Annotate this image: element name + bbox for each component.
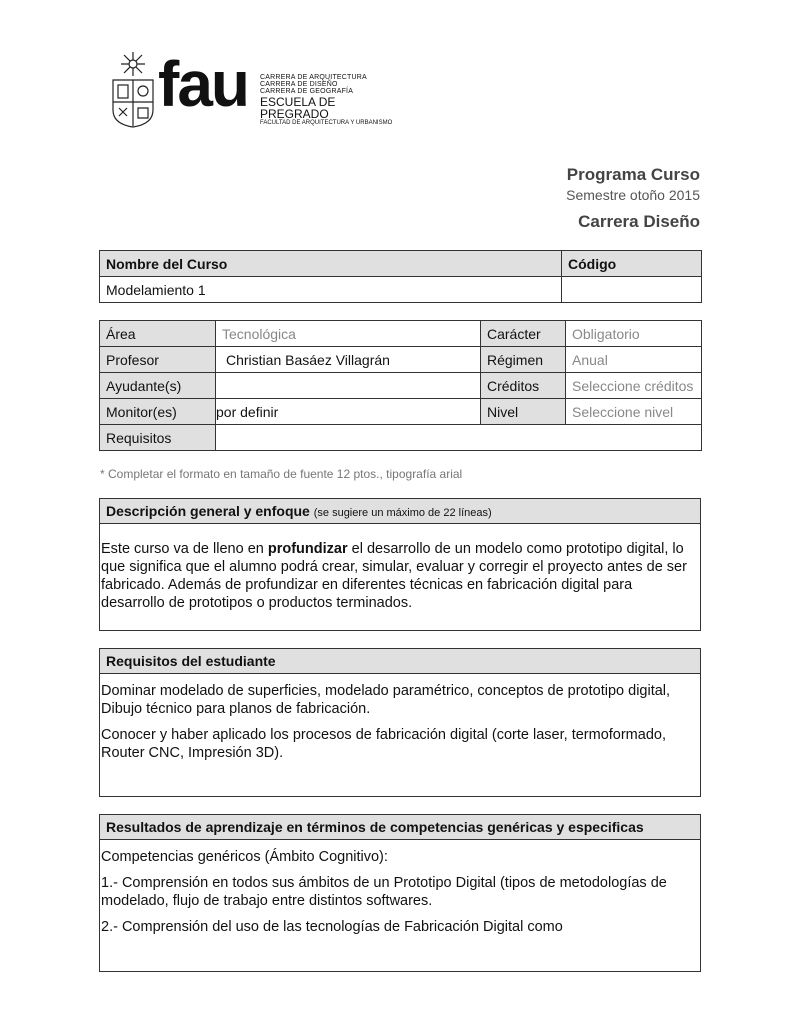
- student-requirements-body[interactable]: [100, 674, 700, 762]
- course-code-header: Código: [562, 251, 702, 277]
- description-hint: (se sugiere un máximo de 22 líneas): [313, 507, 492, 519]
- program-title: Programa Curso: [566, 165, 700, 184]
- logo-line: CARRERA DE GEOGRAFÍA: [260, 88, 354, 95]
- outcome-paragraph: 1.- Comprensión en todos sus ámbitos de un Prototipo Digital (tipos de metodologías de modelado, flujo de trabajo entre distintos softwares.: [101, 875, 667, 909]
- learning-outcomes-section: [99, 814, 701, 972]
- area-field[interactable]: Tecnológica: [216, 321, 481, 347]
- requirement-paragraph: Conocer y haber aplicado los procesos de fabricación digital (corte laser, termoformado, Router CNC, Impresión 3D).: [101, 727, 666, 761]
- nivel-label: Nivel: [481, 399, 566, 425]
- university-crest-icon: [110, 50, 156, 128]
- creditos-field[interactable]: Seleccione créditos: [566, 373, 702, 399]
- learning-outcomes-body[interactable]: [100, 840, 700, 936]
- requisitos-field[interactable]: [216, 425, 702, 451]
- student-requirements-section: [99, 648, 701, 797]
- creditos-label: Créditos: [481, 373, 566, 399]
- requisitos-label: Requisitos: [100, 425, 216, 451]
- regimen-field[interactable]: Anual: [566, 347, 702, 373]
- logo-text: [260, 74, 400, 126]
- course-name-header: Nombre del Curso: [100, 251, 562, 277]
- description-text: Este curso va de lleno en: [101, 541, 268, 557]
- description-body[interactable]: [100, 524, 700, 612]
- course-code-field[interactable]: [562, 277, 702, 303]
- logo-line: FACULTAD DE ARQUITECTURA Y URBANISMO: [260, 120, 393, 126]
- caracter-label: Carácter: [481, 321, 566, 347]
- ayudante-label: Ayudante(s): [100, 373, 216, 399]
- career-label: Carrera Diseño: [578, 212, 700, 231]
- description-title: Descripción general y enfoque: [106, 503, 310, 519]
- monitor-field[interactable]: por definir: [216, 399, 481, 425]
- fau-logo: [110, 50, 400, 130]
- learning-outcomes-header: Resultados de aprendizaje en términos de competencias genéricas y especificas: [100, 815, 700, 840]
- course-details-table: [99, 320, 702, 451]
- outcome-paragraph: 2.- Comprensión del uso de las tecnologías de Fabricación Digital como: [101, 919, 563, 935]
- ayudante-field[interactable]: [216, 373, 481, 399]
- fau-wordmark: fau: [158, 48, 248, 120]
- description-header: [100, 499, 700, 524]
- description-text-rest: el desarrollo de un modelo como prototipo digital, lo que significa que el alumno podrá crear, simular, evaluar y corregir el proyecto antes de ser fabricado. Además de profundizar en diferentes técnicas en fabricación digital para desarrollo de prototipos o productos terminados.: [101, 541, 687, 611]
- description-bold-word: profundizar: [267, 541, 348, 557]
- profesor-field[interactable]: Christian Basáez Villagrán: [216, 347, 481, 373]
- description-section: [99, 498, 701, 631]
- monitor-label: Monitor(es): [100, 399, 216, 425]
- logo-line: ESCUELA DE PREGRADO: [260, 95, 336, 121]
- logo-line: CARRERA DE ARQUITECTURA: [260, 74, 367, 81]
- regimen-label: Régimen: [481, 347, 566, 373]
- logo-line: CARRERA DE DISEÑO: [260, 81, 338, 88]
- requirement-paragraph: Dominar modelado de superficies, modelado paramétrico, conceptos de prototipo digital, Dibujo técnico para planos de fabricación.: [101, 683, 671, 717]
- caracter-field[interactable]: Obligatorio: [566, 321, 702, 347]
- semester-label: Semestre otoño 2015: [566, 187, 700, 203]
- nivel-field[interactable]: Seleccione nivel: [566, 399, 702, 425]
- area-label: Área: [100, 321, 216, 347]
- profesor-label: Profesor: [100, 347, 216, 373]
- format-note: * Completar el formato en tamaño de fuente 12 ptos., tipografía arial: [100, 467, 463, 481]
- course-name-table: [99, 250, 702, 303]
- outcome-paragraph: Competencias genéricos (Ámbito Cognitivo):: [101, 849, 388, 865]
- student-requirements-header: Requisitos del estudiante: [100, 649, 700, 674]
- course-name-field[interactable]: Modelamiento 1: [100, 277, 562, 303]
